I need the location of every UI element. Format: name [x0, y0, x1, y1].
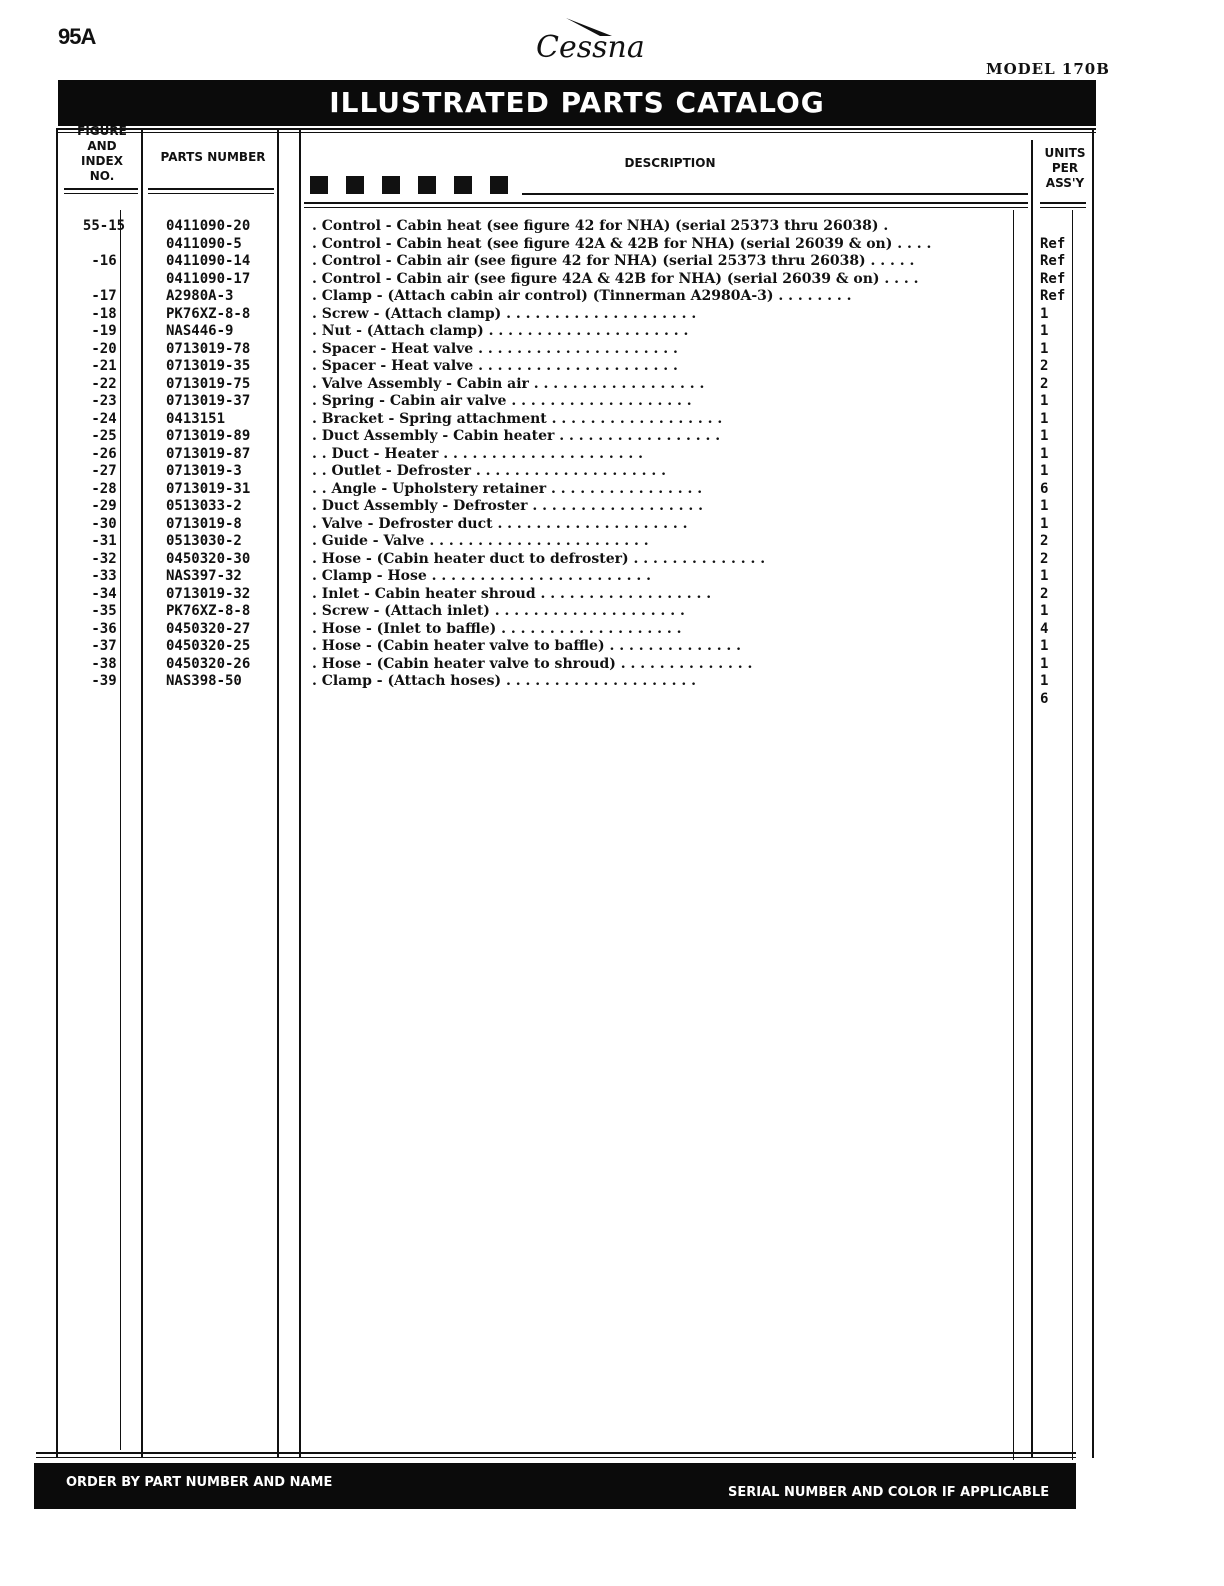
units-cell: 1 — [1040, 515, 1049, 532]
desc-header-rule — [522, 193, 1028, 195]
table-row — [0, 656, 1224, 674]
table-row — [0, 498, 1224, 516]
page-title: ILLUSTRATED PARTS CATALOG — [329, 86, 825, 119]
units-cell: 6 — [1040, 690, 1049, 707]
index-cell: -26 — [91, 445, 117, 462]
index-cell: -21 — [91, 358, 117, 374]
table-row — [0, 603, 1224, 621]
table-row — [0, 463, 1224, 481]
part-number-cell: 0713019-8 — [166, 515, 242, 532]
table-row — [0, 673, 1224, 691]
description-cell: . Guide - Valve . . . . . . . . . . . . . . . . . . . . . . . — [312, 533, 649, 549]
index-cell: -25 — [91, 428, 117, 444]
description-cell: . Bracket - Spring attachment . . . . . . . . . . . . . . . . . . — [312, 410, 723, 427]
header-block — [346, 176, 364, 194]
part-number-cell: 0411090-5 — [166, 235, 242, 252]
index-cell: -35 — [91, 603, 117, 619]
description-cell: . Clamp - (Attach hoses) . . . . . . . . . . . . . . . . . . . . — [312, 673, 697, 689]
description-cell: . Screw - (Attach inlet) . . . . . . . . . . . . . . . . . . . . — [312, 603, 685, 619]
table-row — [0, 376, 1224, 394]
units-cell: 1 — [1040, 410, 1049, 427]
table-row — [0, 621, 1224, 639]
table-row — [0, 551, 1224, 569]
part-number-cell: 0450320-30 — [166, 550, 251, 567]
units-cell: 1 — [1040, 655, 1049, 672]
units-cell: Ref — [1040, 270, 1066, 287]
description-cell: . Hose - (Inlet to baffle) . . . . . . . . . . . . . . . . . . . — [312, 620, 682, 637]
header-index — [64, 124, 140, 184]
page-number: 95A — [58, 24, 96, 49]
units-cell: 1 — [1040, 603, 1049, 619]
part-number-cell: PK76XZ-8-8 — [166, 603, 251, 619]
index-cell: -22 — [91, 375, 117, 392]
index-cell: -19 — [91, 323, 117, 339]
units-header-rule — [1040, 202, 1086, 204]
index-cell: -32 — [91, 550, 117, 567]
table-row — [0, 568, 1224, 586]
index-cell: -34 — [91, 585, 117, 602]
table-row — [0, 638, 1224, 656]
table-row — [0, 218, 1224, 236]
description-cell: . Hose - (Cabin heater duct to defroster) . . . . . . . . . . . . . . — [312, 550, 766, 567]
part-number-cell: 0411090-20 — [166, 218, 251, 234]
index-cell: -17 — [91, 288, 117, 304]
part-number-cell: 0713019-37 — [166, 393, 251, 409]
index-cell: -36 — [91, 620, 117, 637]
units-cell: 1 — [1040, 323, 1049, 339]
table-row — [0, 253, 1224, 271]
units-cell: Ref — [1040, 288, 1066, 304]
units-cell: Ref — [1040, 235, 1066, 252]
table-row — [0, 341, 1224, 359]
index-cell: -30 — [91, 515, 117, 532]
table-row — [0, 428, 1224, 446]
index-cell: -29 — [91, 498, 117, 514]
table-row — [0, 323, 1224, 341]
header-units — [1036, 146, 1094, 191]
description-cell: . Duct Assembly - Cabin heater . . . . . . . . . . . . . . . . . — [312, 428, 721, 444]
footer-bar — [34, 1463, 1076, 1509]
description-cell: . Clamp - (Attach cabin air control) (Tinnerman A2980A-3) . . . . . . . . — [312, 288, 852, 304]
idx-header-rule — [64, 188, 138, 190]
index-cell: -31 — [91, 533, 117, 549]
description-cell: . . Duct - Heater . . . . . . . . . . . . . . . . . . . . . — [312, 445, 644, 462]
frame-bottom-line-thin — [36, 1457, 1076, 1458]
part-number-cell: 0450320-27 — [166, 620, 251, 637]
part-number-cell: 0513030-2 — [166, 533, 242, 549]
index-cell: -33 — [91, 568, 117, 584]
header-part-number: PARTS NUMBER — [160, 150, 266, 164]
units-cell: 1 — [1040, 340, 1049, 357]
part-number-cell: 0713019-87 — [166, 445, 251, 462]
description-cell: . Spacer - Heat valve . . . . . . . . . . . . . . . . . . . . . — [312, 358, 678, 374]
part-number-cell: A2980A-3 — [166, 288, 234, 304]
title-bar — [58, 80, 1096, 126]
header-block — [382, 176, 400, 194]
units-cell: 2 — [1040, 375, 1049, 392]
units-header-rule-thin — [1040, 207, 1086, 208]
units-cell: 1 — [1040, 638, 1049, 654]
part-header-rule — [148, 188, 274, 190]
header-index-line: AND — [87, 139, 117, 153]
table-row — [0, 306, 1224, 324]
description-cell: . Control - Cabin air (see figure 42 for NHA) (serial 25373 thru 26038) . . . . . — [312, 253, 915, 269]
header-units-line: PER — [1051, 161, 1079, 175]
header-block — [454, 176, 472, 194]
index-cell: -18 — [91, 305, 117, 322]
index-cell: -16 — [91, 253, 117, 269]
index-cell: -20 — [91, 340, 117, 357]
frame-bottom-line — [36, 1452, 1076, 1454]
units-cell: Ref — [1040, 253, 1066, 269]
part-number-cell: PK76XZ-8-8 — [166, 305, 251, 322]
table-row — [0, 393, 1224, 411]
units-cell: 1 — [1040, 498, 1049, 514]
description-cell: . Hose - (Cabin heater valve to shroud) . . . . . . . . . . . . . . — [312, 655, 753, 672]
index-cell: -27 — [91, 463, 117, 479]
desc-header-rule-3 — [304, 207, 1028, 208]
units-cell: 2 — [1040, 533, 1049, 549]
units-cell: 2 — [1040, 550, 1049, 567]
index-cell: -24 — [91, 410, 117, 427]
frame-top-line-thin — [58, 132, 1096, 133]
table-row — [0, 271, 1224, 289]
units-cell: 2 — [1040, 358, 1049, 374]
header-index-line: FIGURE — [77, 124, 127, 138]
idx-header-rule-thin — [64, 193, 138, 194]
footer-order-text: ORDER BY PART NUMBER AND NAME — [66, 1475, 333, 1490]
description-cell: . Control - Cabin heat (see figure 42 for NHA) (serial 25373 thru 26038) . — [312, 218, 889, 234]
part-number-cell: 0450320-26 — [166, 655, 251, 672]
header-block — [418, 176, 436, 194]
index-cell: -23 — [91, 393, 117, 409]
part-number-cell: 0713019-78 — [166, 340, 251, 357]
part-number-cell: NAS446-9 — [166, 323, 234, 339]
units-cell: 6 — [1040, 480, 1049, 497]
part-number-cell: 0411090-17 — [166, 270, 251, 287]
units-cell: 1 — [1040, 463, 1049, 479]
table-row — [0, 358, 1224, 376]
description-cell: . . Outlet - Defroster . . . . . . . . . . . . . . . . . . . . — [312, 463, 666, 479]
table-row — [0, 516, 1224, 534]
table-row — [0, 236, 1224, 254]
description-cell: . Screw - (Attach clamp) . . . . . . . . . . . . . . . . . . . . — [312, 305, 697, 322]
part-number-cell: 0713019-75 — [166, 375, 251, 392]
model-label: MODEL 170B — [986, 60, 1110, 78]
description-cell: . Valve Assembly - Cabin air . . . . . . . . . . . . . . . . . . — [312, 375, 705, 392]
header-units-line: ASS'Y — [1045, 176, 1085, 190]
units-cell: 1 — [1040, 428, 1049, 444]
part-number-cell: 0713019-32 — [166, 585, 251, 602]
description-cell: . Valve - Defroster duct . . . . . . . . . . . . . . . . . . . . — [312, 515, 688, 532]
index-cell: 55-15 — [82, 218, 126, 234]
units-cell: 2 — [1040, 585, 1049, 602]
units-cell: 1 — [1040, 393, 1049, 409]
description-cell: . Spring - Cabin air valve . . . . . . . . . . . . . . . . . . . — [312, 393, 692, 409]
frame-top-line — [58, 128, 1096, 130]
index-cell: -28 — [91, 480, 117, 497]
units-cell: 1 — [1040, 445, 1049, 462]
description-cell: . Inlet - Cabin heater shroud . . . . . . . . . . . . . . . . . . — [312, 585, 712, 602]
part-number-cell: 0713019-35 — [166, 358, 251, 374]
header-block — [310, 176, 328, 194]
part-number-cell: NAS398-50 — [166, 673, 242, 689]
units-cell: 1 — [1040, 673, 1049, 689]
description-cell: . Nut - (Attach clamp) . . . . . . . . . . . . . . . . . . . . . — [312, 323, 689, 339]
footer-serial-text: SERIAL NUMBER AND COLOR IF APPLICABLE — [728, 1485, 1050, 1500]
description-cell: . . Angle - Upholstery retainer . . . . . . . . . . . . . . . . — [312, 480, 703, 497]
description-cell: . Hose - (Cabin heater valve to baffle) . . . . . . . . . . . . . . — [312, 638, 742, 654]
units-cell: 4 — [1040, 620, 1049, 637]
cessna-logo — [532, 14, 645, 70]
index-cell: -38 — [91, 655, 117, 672]
units-cell: 1 — [1040, 305, 1049, 322]
table-row — [0, 586, 1224, 604]
description-cell: . Duct Assembly - Defroster . . . . . . . . . . . . . . . . . . — [312, 498, 703, 514]
part-number-cell: 0411090-14 — [166, 253, 251, 269]
part-number-cell: 0713019-31 — [166, 480, 251, 497]
part-number-cell: 0513033-2 — [166, 498, 242, 514]
desc-header-rule-2 — [304, 202, 1028, 204]
part-number-cell: NAS397-32 — [166, 568, 242, 584]
index-cell: -39 — [91, 673, 117, 689]
part-number-cell: 0713019-89 — [166, 428, 251, 444]
header-index-line: INDEX — [81, 154, 123, 168]
part-number-cell: 0450320-25 — [166, 638, 251, 654]
description-cell: . Control - Cabin air (see figure 42A & 42B for NHA) (serial 26039 & on) . . . . — [312, 270, 919, 287]
part-header-rule-thin — [148, 193, 274, 194]
description-cell: . Control - Cabin heat (see figure 42A & 42B for NHA) (serial 26039 & on) . . . . — [312, 235, 932, 252]
header-index-line: NO. — [89, 169, 115, 183]
units-cell: 1 — [1040, 568, 1049, 584]
logo-text: Cessna — [536, 30, 645, 65]
table-row — [0, 533, 1224, 551]
table-row — [0, 446, 1224, 464]
table-row — [0, 411, 1224, 429]
table-row — [0, 481, 1224, 499]
index-cell: -37 — [91, 638, 117, 654]
part-number-cell: 0413151 — [166, 410, 226, 427]
description-cell: . Clamp - Hose . . . . . . . . . . . . . . . . . . . . . . . — [312, 568, 652, 584]
header-description: DESCRIPTION — [624, 156, 716, 170]
header-block — [490, 176, 508, 194]
header-units-line: UNITS — [1044, 146, 1086, 160]
table-row — [0, 288, 1224, 306]
description-cell: . Spacer - Heat valve . . . . . . . . . . . . . . . . . . . . . — [312, 340, 678, 357]
table-row — [0, 691, 1224, 709]
part-number-cell: 0713019-3 — [166, 463, 242, 479]
